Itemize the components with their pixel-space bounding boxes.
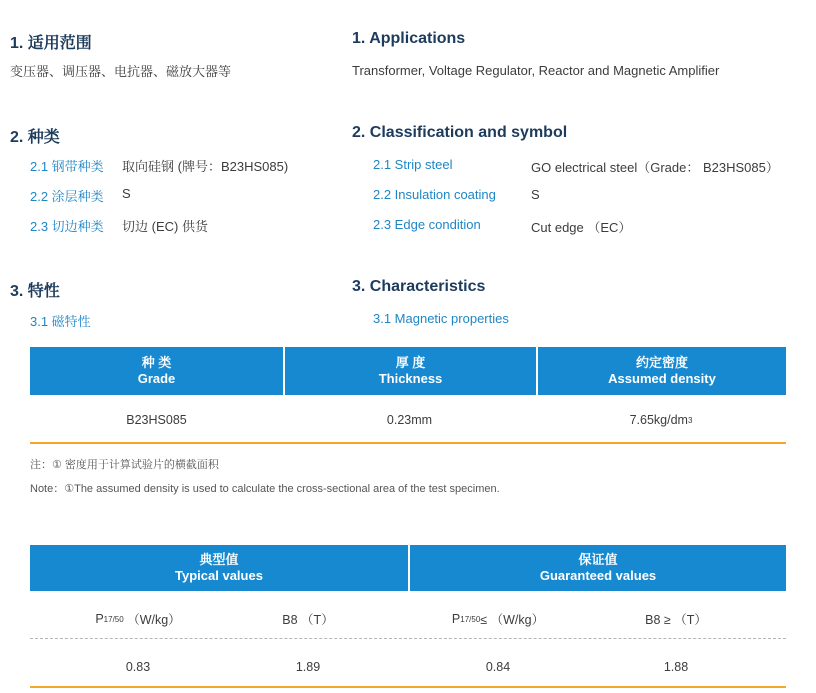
cell-thickness: 0.23mm — [386, 413, 433, 427]
note-en: Note：①The assumed density is used to calculate the cross-sectional area of the test specimen. — [30, 483, 500, 495]
cell-density — [536, 405, 786, 435]
cell-guaranteed-b8: 1.88 — [663, 660, 689, 674]
cn-item-label: 2.2 涂层种类 — [30, 189, 104, 204]
density-superscript: 3 — [687, 415, 693, 425]
table2-header — [30, 545, 786, 591]
section3-en-title: 3. Characteristics — [352, 278, 486, 295]
en-item-label: 2.1 Strip steel — [373, 157, 453, 172]
cn-item-value: 取向硅钢 (牌号：B23HS085) — [122, 159, 289, 174]
subheader-typical-b8: B8 （T） — [282, 613, 334, 627]
table1-header — [30, 347, 786, 395]
p-unit: （W/kg） — [127, 613, 181, 627]
table2-subheader-row — [30, 606, 786, 632]
table2-bottom-rule — [30, 686, 786, 688]
header-cn: 厚 度 — [395, 355, 426, 370]
section1-en-title: 1. Applications — [352, 30, 466, 47]
table2-values-row — [30, 654, 786, 680]
subheader-guaranteed-b8: B8 ≥ （T） — [645, 613, 707, 627]
p-symbol: P — [451, 612, 461, 626]
section2-cn-title: 2. 种类 — [10, 129, 60, 146]
table1-header-grade — [30, 347, 283, 395]
section1-cn-text: 变压器、调压器、电抗器、磁放大器等 — [10, 64, 232, 79]
en-item-value: Cut edge （EC） — [531, 220, 632, 235]
table1-bottom-rule — [30, 442, 786, 444]
header-cn: 约定密度 — [635, 355, 688, 370]
cell-grade: B23HS085 — [126, 413, 187, 427]
header-cn: 典型值 — [199, 552, 239, 567]
cell-typical-b8: 1.89 — [295, 660, 321, 674]
table1-row — [30, 405, 786, 435]
table2-header-guaranteed — [408, 545, 786, 591]
p-unit: ≤ （W/kg） — [480, 613, 545, 627]
header-en: Thickness — [378, 371, 443, 386]
table1-header-thickness — [283, 347, 536, 395]
en-item-label: 2.3 Edge condition — [373, 217, 481, 232]
cn-item-label: 2.3 切边种类 — [30, 219, 104, 234]
header-cn: 保证值 — [578, 552, 618, 567]
header-en: Assumed density — [608, 371, 716, 386]
header-cn: 种 类 — [141, 355, 172, 370]
p-symbol: P — [95, 612, 104, 626]
en-item-value: S — [531, 187, 540, 202]
section3-cn-title: 3. 特性 — [10, 283, 60, 300]
cell-guaranteed-p: 0.84 — [485, 660, 511, 674]
cn-item-value: S — [122, 186, 131, 201]
header-en: Guaranteed values — [539, 568, 657, 583]
note-cn: 注：① 密度用于计算试验片的横截面积 — [30, 459, 219, 471]
subheader-guaranteed-p — [370, 606, 626, 632]
header-en: Typical values — [175, 568, 263, 583]
en-item-label: 2.2 Insulation coating — [373, 187, 496, 202]
cn-item-value: 切边 (EC) 供货 — [122, 219, 208, 234]
section2-en-title: 2. Classification and symbol — [352, 124, 568, 141]
p-subscript: 17/50 — [103, 614, 124, 624]
en-item-value: GO electrical steel（Grade： B23HS085） — [531, 160, 779, 175]
cn-item-label: 2.1 钢带种类 — [30, 159, 104, 174]
p-subscript: 17/50 — [460, 614, 481, 624]
section3-cn-sub: 3.1 磁特性 — [30, 314, 91, 329]
section1-en-text: Transformer, Voltage Regulator, Reactor and Magnetic Amplifier — [352, 63, 720, 78]
section1-cn-title: 1. 适用范围 — [10, 35, 92, 52]
subheader-typical-p — [30, 606, 246, 632]
section3-en-sub: 3.1 Magnetic properties — [373, 311, 509, 326]
table1-header-density — [536, 347, 786, 395]
table2-header-typical — [30, 545, 408, 591]
density-value: 7.65kg/dm — [629, 413, 688, 427]
header-en: Grade — [137, 371, 176, 386]
table2-dashed-rule — [30, 638, 786, 639]
cell-typical-p: 0.83 — [125, 660, 151, 674]
